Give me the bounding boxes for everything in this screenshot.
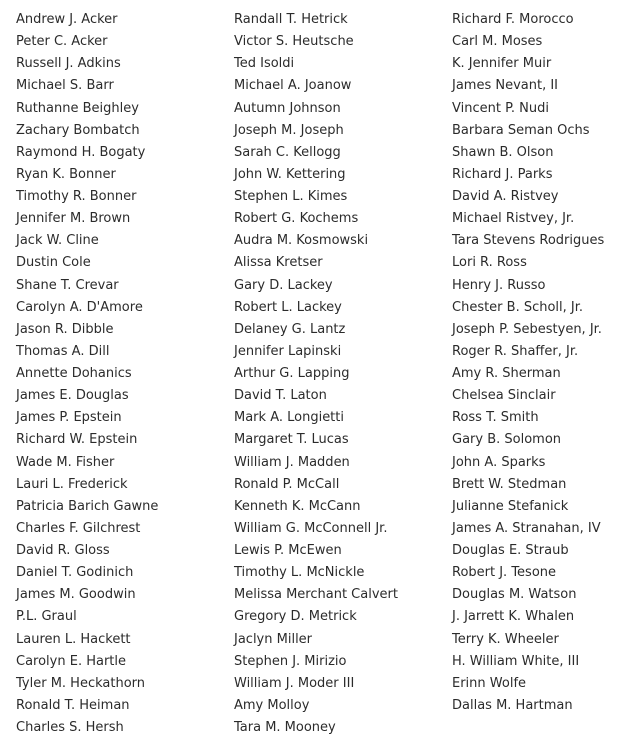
list-item: Arthur G. Lapping — [234, 366, 350, 381]
list-item: Jaclyn Miller — [234, 631, 313, 647]
list-item: John W. Kettering — [234, 166, 346, 182]
list-item: Victor S. Heutsche — [234, 34, 354, 50]
list-item: Charles F. Gilchrest — [16, 520, 141, 536]
list-item: Zachary Bombatch — [16, 122, 140, 138]
list-item: Lewis P. McEwen — [234, 543, 342, 558]
list-item: Kenneth K. McCann — [234, 498, 361, 514]
list-item: H. William White, III — [452, 653, 580, 669]
list-item: Delaney G. Lantz — [234, 321, 346, 337]
list-item: Mark A. Longietti — [234, 410, 344, 426]
list-item: Ross T. Smith — [452, 410, 539, 426]
name-column-2 — [234, 9, 444, 739]
list-item: Gregory D. Metrick — [234, 609, 357, 625]
list-item: Carolyn E. Hartle — [16, 653, 127, 669]
list-item: Ted Isoldi — [234, 56, 295, 72]
list-item: Michael S. Barr — [16, 78, 114, 94]
list-item: Brett W. Stedman — [452, 476, 567, 492]
list-item: Carolyn A. D'Amore — [16, 299, 143, 315]
list-item: Chelsea Sinclair — [452, 388, 556, 404]
list-item: Robert G. Kochems — [234, 211, 359, 227]
list-item: Charles S. Hersh — [16, 720, 124, 735]
list-item: Amy Molloy — [234, 697, 310, 713]
list-item: Ruthanne Beighley — [16, 100, 139, 116]
list-item: Tara M. Mooney — [234, 720, 336, 735]
list-item: Sarah C. Kellogg — [234, 144, 341, 160]
list-item: Henry J. Russo — [452, 277, 546, 293]
list-item: Erinn Wolfe — [452, 675, 527, 691]
list-item: Melissa Merchant Calvert — [234, 587, 398, 603]
list-item: David A. Ristvey — [452, 189, 559, 204]
list-item: Tara Stevens Rodrigues — [452, 233, 605, 249]
list-item: Amy R. Sherman — [452, 366, 561, 381]
list-item: William J. Moder III — [234, 675, 355, 691]
list-item: Thomas A. Dill — [16, 343, 110, 359]
list-item: Richard W. Epstein — [16, 432, 138, 448]
list-item: Jason R. Dibble — [16, 321, 114, 337]
list-item: K. Jennifer Muir — [452, 56, 552, 72]
list-item: Barbara Seman Ochs — [452, 122, 590, 138]
list-item: James E. Douglas — [16, 388, 129, 404]
list-item: J. Jarrett K. Whalen — [452, 609, 575, 625]
list-item: Michael A. Joanow — [234, 78, 352, 94]
list-item: Lauren L. Hackett — [16, 631, 131, 647]
list-item: Richard F. Morocco — [452, 12, 574, 27]
list-item: Robert J. Tesone — [452, 565, 557, 581]
list-item: Lauri L. Frederick — [16, 476, 128, 492]
list-item: Lori R. Ross — [452, 255, 527, 271]
list-item: Tyler M. Heckathorn — [16, 675, 146, 691]
list-item: Margaret T. Lucas — [234, 432, 349, 448]
list-item: Gary D. Lackey — [234, 277, 333, 293]
list-item: P.L. Graul — [16, 609, 77, 625]
list-item: James P. Epstein — [16, 410, 122, 426]
list-item: Terry K. Wheeler — [452, 631, 559, 647]
list-item: Raymond H. Bogaty — [16, 144, 146, 160]
list-item: James A. Stranahan, IV — [452, 520, 601, 536]
list-item: Randall T. Hetrick — [234, 12, 348, 27]
list-item: Joseph M. Joseph — [234, 122, 344, 138]
list-item: Shane T. Crevar — [16, 277, 119, 293]
list-item: John A. Sparks — [452, 454, 546, 470]
list-item: Patricia Barich Gawne — [16, 498, 159, 514]
list-item: Robert L. Lackey — [234, 299, 342, 315]
list-item: William G. McConnell Jr. — [234, 520, 388, 536]
list-item: Ronald P. McCall — [234, 476, 340, 492]
list-item: Autumn Johnson — [234, 100, 341, 116]
list-item: Douglas M. Watson — [452, 587, 577, 603]
list-item: Vincent P. Nudi — [452, 100, 549, 116]
list-item: Jack W. Cline — [16, 233, 99, 249]
list-item: David T. Laton — [234, 388, 327, 404]
list-item: Joseph P. Sebestyen, Jr. — [452, 321, 602, 337]
list-item: Gary B. Solomon — [452, 432, 562, 448]
list-item: Stephen L. Kimes — [234, 189, 348, 204]
list-item: Russell J. Adkins — [16, 56, 121, 72]
list-item: Chester B. Scholl, Jr. — [452, 299, 584, 315]
list-item: Jennifer Lapinski — [234, 343, 342, 359]
list-item: Shawn B. Olson — [452, 144, 554, 160]
list-item: Andrew J. Acker — [16, 12, 118, 27]
name-column-3 — [452, 9, 636, 717]
list-item: Timothy R. Bonner — [16, 189, 137, 204]
list-item: Audra M. Kosmowski — [234, 233, 369, 249]
list-item: Timothy L. McNickle — [234, 565, 365, 581]
list-item: David R. Gloss — [16, 543, 110, 558]
list-item: Peter C. Acker — [16, 34, 108, 50]
list-item: Richard J. Parks — [452, 166, 553, 182]
list-item: Carl M. Moses — [452, 34, 543, 50]
list-item: Wade M. Fisher — [16, 454, 115, 470]
list-item: Ryan K. Bonner — [16, 166, 116, 182]
name-column-1 — [16, 9, 221, 739]
list-item: Jennifer M. Brown — [16, 211, 131, 227]
list-item: Stephen J. Mirizio — [234, 653, 347, 669]
list-item: Dustin Cole — [16, 255, 91, 271]
list-item: Julianne Stefanick — [452, 498, 569, 514]
list-item: Alissa Kretser — [234, 255, 323, 271]
list-item: Roger R. Shaffer, Jr. — [452, 343, 579, 359]
list-item: Annette Dohanics — [16, 366, 132, 381]
list-item: Douglas E. Straub — [452, 543, 569, 558]
list-item: Daniel T. Godinich — [16, 565, 134, 581]
list-item: Michael Ristvey, Jr. — [452, 211, 575, 227]
list-item: Ronald T. Heiman — [16, 697, 130, 713]
list-item: William J. Madden — [234, 454, 350, 470]
list-item: Dallas M. Hartman — [452, 697, 573, 713]
list-item: James Nevant, II — [452, 78, 559, 94]
list-item: James M. Goodwin — [16, 587, 136, 603]
